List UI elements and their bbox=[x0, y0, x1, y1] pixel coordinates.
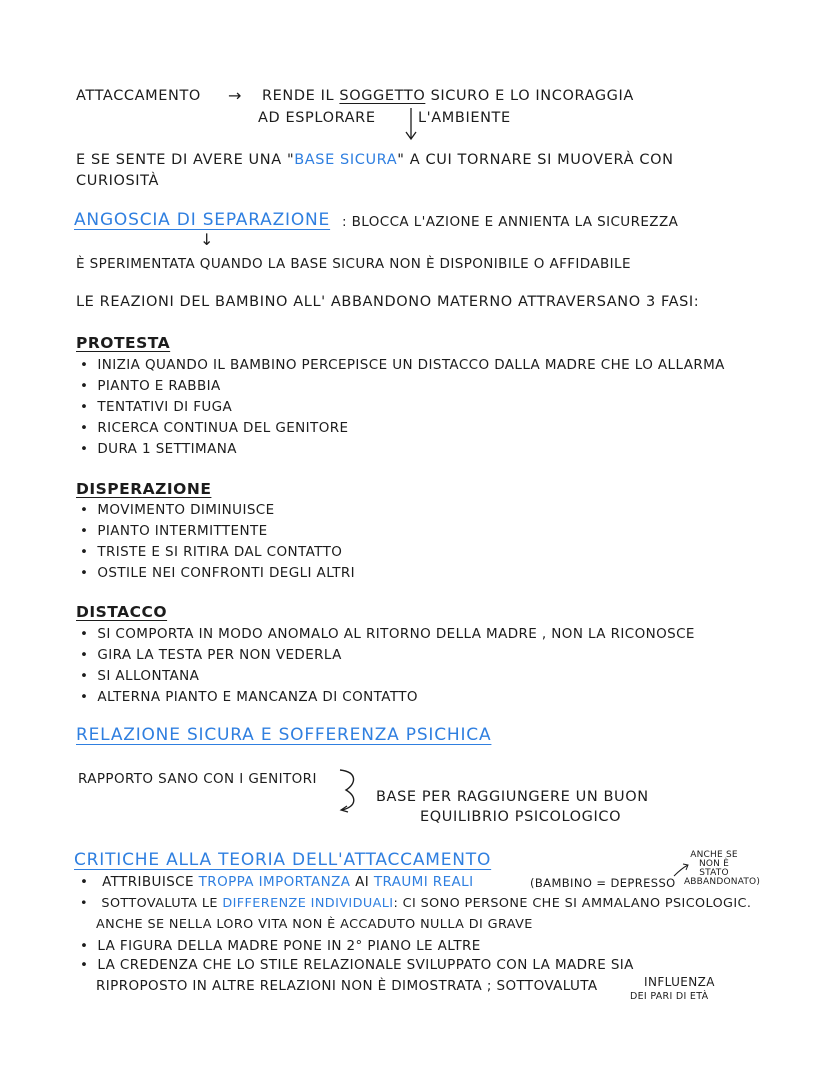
intro-line-2-right: L'AMBIENTE bbox=[418, 110, 511, 126]
list-item: • TRISTE E SI RITIRA DAL CONTATTO bbox=[80, 544, 342, 560]
critica-2-line-2: ANCHE SE NELLA LORO VITA NON È ACCADUTO NULLA DI GRAVE bbox=[96, 917, 533, 932]
keyword-soggetto: SOGGETTO bbox=[339, 88, 426, 104]
down-arrow-icon: ↓ bbox=[200, 230, 214, 249]
margin-note-line: NON È bbox=[698, 859, 730, 869]
list-item: • SI ALLONTANA bbox=[80, 668, 199, 684]
list-item: • TENTATIVI DI FUGA bbox=[80, 399, 232, 415]
critica-1-mid: AI bbox=[355, 874, 370, 890]
list-item: • LA FIGURA DELLA MADRE PONE IN 2° PIANO LE ALTRE bbox=[80, 938, 481, 954]
list-item: • OSTILE NEI CONFRONTI DEGLI ALTRI bbox=[80, 565, 355, 581]
intro-line-3 bbox=[76, 152, 674, 168]
list-item: • INIZIA QUANDO IL BAMBINO PERCEPISCE UN DISTACCO DALLA MADRE CHE LO ALLARMA bbox=[80, 357, 725, 373]
keyword-traumi-reali: TRAUMI REALI bbox=[373, 874, 474, 890]
relazione-right-2: EQUILIBRIO PSICOLOGICO bbox=[420, 809, 622, 825]
list-item: • MOVIMENTO DIMINUISCE bbox=[80, 502, 275, 518]
term-attaccamento: ATTACCAMENTO bbox=[76, 88, 201, 104]
critica-1-post: (BAMBINO = DEPRESSO bbox=[530, 876, 676, 890]
list-item bbox=[80, 874, 473, 890]
relazione-left: RAPPORTO SANO CON I GENITORI bbox=[78, 771, 317, 787]
margin-note-line: STATO bbox=[699, 868, 729, 878]
list-item: • DURA 1 SETTIMANA bbox=[80, 441, 237, 457]
keyword-troppa-importanza: TROPPA IMPORTANZA bbox=[198, 874, 351, 890]
critica-4-pari: DEI PARI DI ETÀ bbox=[630, 991, 709, 1002]
section-title-relazione: RELAZIONE SICURA E SOFFERENZA PSICHICA bbox=[76, 725, 492, 745]
relazione-right-1: BASE PER RAGGIUNGERE UN BUON bbox=[376, 789, 649, 805]
separazione-definition: : BLOCCA L'AZIONE E ANNIENTA LA SICUREZZA bbox=[342, 214, 679, 230]
critica-4-line-2: RIPROPOSTO IN ALTRE RELAZIONI NON È DIMOSTRATA ; SOTTOVALUTA bbox=[96, 978, 598, 994]
list-item: • ALTERNA PIANTO E MANCANZA DI CONTATTO bbox=[80, 689, 418, 705]
list-item: • GIRA LA TESTA PER NON VEDERLA bbox=[80, 647, 342, 663]
list-item: • LA CREDENZA CHE LO STILE RELAZIONALE SVILUPPATO CON LA MADRE SIA bbox=[80, 957, 634, 973]
section-title-separazione: ANGOSCIA DI SEPARAZIONE bbox=[74, 210, 331, 230]
keyword-differenze-individuali: DIFFERENZE INDIVIDUALI bbox=[222, 896, 394, 911]
phases-intro: LE REAZIONI DEL BAMBINO ALL' ABBANDONO MATERNO ATTRAVERSANO 3 FASI: bbox=[76, 294, 700, 310]
phase-title-protesta: PROTESTA bbox=[76, 334, 171, 352]
list-item: • PIANTO E RABBIA bbox=[80, 378, 221, 394]
intro-line-1-post: SICURO E LO INCORAGGIA bbox=[430, 88, 634, 104]
intro-line-1 bbox=[262, 88, 634, 104]
critica-1-pre: ATTRIBUISCE bbox=[102, 874, 194, 890]
intro-line-2-left: AD ESPLORARE bbox=[258, 110, 376, 126]
intro-line-3-pre: E SE SENTE DI AVERE UNA " bbox=[76, 152, 295, 168]
critica-4-influenza: INFLUENZA bbox=[644, 975, 715, 989]
phase-title-disperazione: DISPERAZIONE bbox=[76, 480, 212, 498]
intro-line-1-pre: RENDE IL bbox=[262, 88, 335, 104]
section-title-critiche: CRITICHE ALLA TEORIA DELL'ATTACCAMENTO bbox=[74, 850, 492, 870]
critica-2-post: : CI SONO PERSONE CHE SI AMMALANO PSICOLOGIC. bbox=[393, 896, 752, 911]
critica-2-pre: SOTTOVALUTA LE bbox=[101, 896, 218, 911]
margin-note-line: ANCHE SE bbox=[690, 850, 738, 860]
intro-line-3-post: " A CUI TORNARE SI MUOVERÀ CON bbox=[397, 152, 674, 168]
list-item: • RICERCA CONTINUA DEL GENITORE bbox=[80, 420, 348, 436]
keyword-base-sicura: BASE SICURA bbox=[294, 152, 398, 168]
separazione-experienced: È SPERIMENTATA QUANDO LA BASE SICURA NON È DISPONIBILE O AFFIDABILE bbox=[76, 256, 631, 272]
list-item bbox=[80, 896, 751, 911]
list-item: • PIANTO INTERMITTENTE bbox=[80, 523, 268, 539]
margin-note-last: ABBANDONATO) bbox=[683, 877, 761, 887]
list-item: • SI COMPORTA IN MODO ANOMALO AL RITORNO DELLA MADRE , NON LA RICONOSCE bbox=[80, 626, 695, 642]
intro-line-4: CURIOSITÀ bbox=[76, 173, 160, 189]
margin-note bbox=[684, 851, 744, 878]
bracket-arrow-icon bbox=[336, 768, 366, 812]
right-arrow-icon: → bbox=[228, 86, 242, 105]
phase-title-distacco: DISTACCO bbox=[76, 603, 168, 621]
